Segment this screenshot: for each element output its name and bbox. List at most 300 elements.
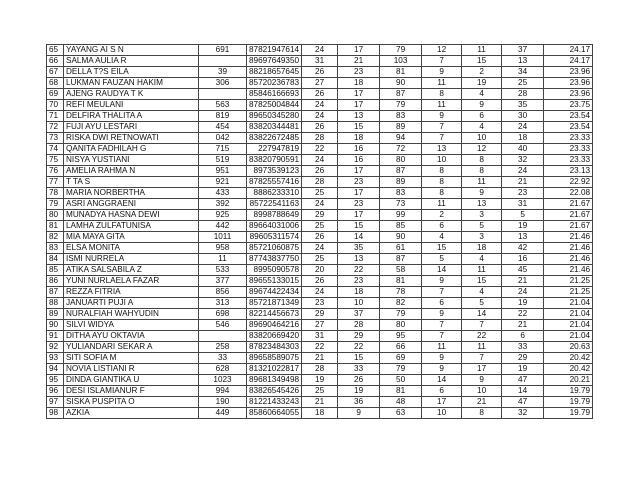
phone-number-cell: 89658589075 <box>247 353 302 364</box>
score-4-cell: 9 <box>422 276 462 287</box>
score-2-cell: 15 <box>338 221 380 232</box>
score-3-cell: 79 <box>380 100 422 111</box>
student-name-cell: YULIANDARI SEKAR A <box>64 342 199 353</box>
student-code-cell: 563 <box>199 100 247 111</box>
student-name-cell: QANITA FADHILAH G <box>64 144 199 155</box>
student-code-cell: 519 <box>199 155 247 166</box>
score-2-cell: 28 <box>338 320 380 331</box>
table-row <box>47 276 593 287</box>
score-2-cell: 15 <box>338 122 380 133</box>
student-name-cell: ISMI NURRELA <box>64 254 199 265</box>
average-score-cell: 23.33 <box>544 133 593 144</box>
average-score-cell: 22.08 <box>544 188 593 199</box>
row-number-cell: 86 <box>47 276 64 287</box>
average-score-cell: 23.96 <box>544 67 593 78</box>
phone-number-cell: 89664031006 <box>247 221 302 232</box>
score-2-cell: 37 <box>338 309 380 320</box>
score-4-cell: 13 <box>422 144 462 155</box>
score-2-cell: 26 <box>338 375 380 386</box>
phone-number-cell: 8998788649 <box>247 210 302 221</box>
phone-number-cell: 88218657645 <box>247 67 302 78</box>
phone-number-cell: 87825557416 <box>247 177 302 188</box>
student-code-cell: 313 <box>199 298 247 309</box>
average-score-cell: 23.75 <box>544 100 593 111</box>
score-4-cell: 7 <box>422 133 462 144</box>
table-row <box>47 331 593 342</box>
row-number-cell: 89 <box>47 309 64 320</box>
student-name-cell: NISYA YUSTIANI <box>64 155 199 166</box>
table-row <box>47 298 593 309</box>
score-3-cell: 63 <box>380 408 422 419</box>
score-1-cell: 27 <box>302 320 338 331</box>
score-2-cell: 35 <box>338 243 380 254</box>
student-name-cell: ASRI ANGGRAENI <box>64 199 199 210</box>
score-2-cell: 16 <box>338 155 380 166</box>
table-row <box>47 397 593 408</box>
score-5-cell: 18 <box>462 243 502 254</box>
score-5-cell: 5 <box>462 298 502 309</box>
student-code-cell: 951 <box>199 166 247 177</box>
table-row <box>47 166 593 177</box>
phone-number-cell: 83820790591 <box>247 155 302 166</box>
score-1-cell: 20 <box>302 265 338 276</box>
row-number-cell: 88 <box>47 298 64 309</box>
table-row <box>47 155 593 166</box>
score-3-cell: 58 <box>380 265 422 276</box>
score-3-cell: 79 <box>380 45 422 56</box>
average-score-cell: 20.42 <box>544 353 593 364</box>
score-2-cell: 16 <box>338 144 380 155</box>
score-3-cell: 73 <box>380 199 422 210</box>
score-4-cell: 7 <box>422 56 462 67</box>
row-number-cell: 83 <box>47 243 64 254</box>
student-code-cell <box>199 56 247 67</box>
score-2-cell: 23 <box>338 177 380 188</box>
average-score-cell: 19.79 <box>544 397 593 408</box>
table-row <box>47 56 593 67</box>
score-5-cell: 8 <box>462 408 502 419</box>
student-code-cell: 11 <box>199 254 247 265</box>
row-number-cell: 81 <box>47 221 64 232</box>
student-code-cell: 306 <box>199 78 247 89</box>
student-name-cell: NOVIA LISTIANI R <box>64 364 199 375</box>
score-1-cell: 26 <box>302 89 338 100</box>
row-number-cell: 66 <box>47 56 64 67</box>
row-number-cell: 98 <box>47 408 64 419</box>
phone-number-cell: 87825004844 <box>247 100 302 111</box>
score-3-cell: 83 <box>380 188 422 199</box>
score-2-cell: 17 <box>338 210 380 221</box>
score-3-cell: 94 <box>380 133 422 144</box>
row-number-cell: 84 <box>47 254 64 265</box>
score-6-cell: 47 <box>502 375 544 386</box>
average-score-cell: 21.04 <box>544 331 593 342</box>
row-number-cell: 65 <box>47 45 64 56</box>
phone-number-cell: 8973539123 <box>247 166 302 177</box>
score-6-cell: 19 <box>502 364 544 375</box>
average-score-cell: 23.13 <box>544 166 593 177</box>
score-5-cell: 9 <box>462 100 502 111</box>
student-name-cell: SALMA AULIA R <box>64 56 199 67</box>
score-6-cell: 24 <box>502 166 544 177</box>
score-5-cell: 14 <box>462 309 502 320</box>
student-name-cell: ATIKA SALSABILA Z <box>64 265 199 276</box>
score-2-cell: 17 <box>338 45 380 56</box>
student-code-cell: 958 <box>199 243 247 254</box>
score-4-cell: 2 <box>422 210 462 221</box>
score-6-cell: 47 <box>502 397 544 408</box>
phone-number-cell: 8886233310 <box>247 188 302 199</box>
score-6-cell: 30 <box>502 111 544 122</box>
student-code-cell: 546 <box>199 320 247 331</box>
average-score-cell: 20.21 <box>544 375 593 386</box>
score-5-cell: 5 <box>462 221 502 232</box>
score-1-cell: 24 <box>302 287 338 298</box>
student-name-cell: DELFIRA THALITA A <box>64 111 199 122</box>
score-2-cell: 23 <box>338 199 380 210</box>
score-3-cell: 87 <box>380 254 422 265</box>
score-4-cell: 4 <box>422 232 462 243</box>
table-row <box>47 254 593 265</box>
score-5-cell: 10 <box>462 386 502 397</box>
score-3-cell: 81 <box>380 276 422 287</box>
score-3-cell: 80 <box>380 320 422 331</box>
score-2-cell: 17 <box>338 166 380 177</box>
table-row <box>47 100 593 111</box>
score-5-cell: 4 <box>462 122 502 133</box>
score-4-cell: 9 <box>422 67 462 78</box>
average-score-cell: 19.79 <box>544 386 593 397</box>
score-3-cell: 95 <box>380 331 422 342</box>
score-4-cell: 5 <box>422 254 462 265</box>
average-score-cell: 21.04 <box>544 309 593 320</box>
student-name-cell: JANUARTI PUJI A <box>64 298 199 309</box>
score-5-cell: 11 <box>462 265 502 276</box>
score-5-cell: 9 <box>462 375 502 386</box>
phone-number-cell: 89655133015 <box>247 276 302 287</box>
student-code-cell: 994 <box>199 386 247 397</box>
score-6-cell: 24 <box>502 287 544 298</box>
student-code-cell: 1023 <box>199 375 247 386</box>
average-score-cell: 23.96 <box>544 78 593 89</box>
row-number-cell: 96 <box>47 386 64 397</box>
score-2-cell: 14 <box>338 232 380 243</box>
score-1-cell: 24 <box>302 100 338 111</box>
score-5-cell: 11 <box>462 177 502 188</box>
score-1-cell: 21 <box>302 353 338 364</box>
phone-number-cell: 83820344481 <box>247 122 302 133</box>
score-2-cell: 36 <box>338 397 380 408</box>
student-code-cell: 856 <box>199 287 247 298</box>
score-3-cell: 79 <box>380 309 422 320</box>
student-name-cell: DINDA GIANTIKA U <box>64 375 199 386</box>
score-4-cell: 8 <box>422 89 462 100</box>
score-3-cell: 87 <box>380 89 422 100</box>
score-5-cell: 21 <box>462 397 502 408</box>
student-name-cell: YUNI NURLAELA FAZAR <box>64 276 199 287</box>
phone-number-cell: 85722541163 <box>247 199 302 210</box>
score-1-cell: 26 <box>302 122 338 133</box>
student-name-cell: MUNADYA HASNA DEWI <box>64 210 199 221</box>
score-2-cell: 17 <box>338 188 380 199</box>
student-code-cell: 691 <box>199 45 247 56</box>
table-row <box>47 309 593 320</box>
table-row <box>47 353 593 364</box>
row-number-cell: 94 <box>47 364 64 375</box>
score-1-cell: 21 <box>302 397 338 408</box>
score-1-cell: 24 <box>302 199 338 210</box>
score-5-cell: 12 <box>462 144 502 155</box>
score-5-cell: 17 <box>462 364 502 375</box>
score-5-cell: 10 <box>462 133 502 144</box>
score-3-cell: 72 <box>380 144 422 155</box>
table-row <box>47 265 593 276</box>
score-2-cell: 22 <box>338 265 380 276</box>
student-name-cell: NURALFIAH WAHYUDIN <box>64 309 199 320</box>
average-score-cell: 20.42 <box>544 364 593 375</box>
score-6-cell: 24 <box>502 122 544 133</box>
score-3-cell: 85 <box>380 221 422 232</box>
student-name-cell: T TA S <box>64 177 199 188</box>
score-1-cell: 26 <box>302 67 338 78</box>
student-name-cell: AZKIA <box>64 408 199 419</box>
table-row <box>47 78 593 89</box>
student-code-cell <box>199 89 247 100</box>
student-code-cell: 925 <box>199 210 247 221</box>
score-4-cell: 7 <box>422 122 462 133</box>
phone-number-cell: 85846166693 <box>247 89 302 100</box>
student-name-cell: YAYANG AI S N <box>64 45 199 56</box>
row-number-cell: 93 <box>47 353 64 364</box>
average-score-cell: 21.25 <box>544 276 593 287</box>
score-1-cell: 24 <box>302 155 338 166</box>
score-1-cell: 24 <box>302 243 338 254</box>
student-code-cell: 819 <box>199 111 247 122</box>
score-6-cell: 18 <box>502 133 544 144</box>
average-score-cell: 21.46 <box>544 265 593 276</box>
score-2-cell: 23 <box>338 67 380 78</box>
score-1-cell: 22 <box>302 144 338 155</box>
score-2-cell: 18 <box>338 133 380 144</box>
phone-number-cell: 85720236783 <box>247 78 302 89</box>
row-number-cell: 82 <box>47 232 64 243</box>
score-6-cell: 16 <box>502 254 544 265</box>
average-score-cell: 21.46 <box>544 243 593 254</box>
score-3-cell: 69 <box>380 353 422 364</box>
score-1-cell: 25 <box>302 386 338 397</box>
score-5-cell: 8 <box>462 155 502 166</box>
phone-number-cell: 227947819 <box>247 144 302 155</box>
phone-number-cell: 89690464216 <box>247 320 302 331</box>
student-code-cell: 377 <box>199 276 247 287</box>
table-body <box>47 45 593 419</box>
score-4-cell: 6 <box>422 298 462 309</box>
score-1-cell: 25 <box>302 188 338 199</box>
score-1-cell: 19 <box>302 375 338 386</box>
table-row <box>47 122 593 133</box>
row-number-cell: 91 <box>47 331 64 342</box>
score-4-cell: 7 <box>422 287 462 298</box>
table-row <box>47 111 593 122</box>
table-row <box>47 199 593 210</box>
score-3-cell: 78 <box>380 287 422 298</box>
student-code-cell: 258 <box>199 342 247 353</box>
student-code-cell: 33 <box>199 353 247 364</box>
phone-number-cell: 87823484303 <box>247 342 302 353</box>
table-row <box>47 386 593 397</box>
score-4-cell: 10 <box>422 408 462 419</box>
score-5-cell: 11 <box>462 45 502 56</box>
student-code-cell <box>199 331 247 342</box>
score-5-cell: 19 <box>462 78 502 89</box>
phone-number-cell: 87821947614 <box>247 45 302 56</box>
score-1-cell: 25 <box>302 254 338 265</box>
average-score-cell: 21.67 <box>544 199 593 210</box>
table-row <box>47 45 593 56</box>
score-4-cell: 9 <box>422 111 462 122</box>
score-2-cell: 33 <box>338 364 380 375</box>
score-1-cell: 24 <box>302 45 338 56</box>
phone-number-cell: 89681349498 <box>247 375 302 386</box>
average-score-cell: 21.67 <box>544 210 593 221</box>
student-name-cell: DITHA AYU OKTAVIA <box>64 331 199 342</box>
average-score-cell: 20.63 <box>544 342 593 353</box>
score-4-cell: 11 <box>422 78 462 89</box>
score-2-cell: 23 <box>338 276 380 287</box>
student-name-cell: REFI MEULANI <box>64 100 199 111</box>
score-1-cell: 26 <box>302 276 338 287</box>
score-3-cell: 89 <box>380 177 422 188</box>
row-number-cell: 77 <box>47 177 64 188</box>
table-row <box>47 408 593 419</box>
score-4-cell: 9 <box>422 353 462 364</box>
student-name-cell: DESI ISLAMIANUR F <box>64 386 199 397</box>
score-6-cell: 37 <box>502 45 544 56</box>
score-5-cell: 4 <box>462 254 502 265</box>
score-5-cell: 3 <box>462 232 502 243</box>
table-row <box>47 375 593 386</box>
score-4-cell: 11 <box>422 199 462 210</box>
score-6-cell: 19 <box>502 298 544 309</box>
student-name-cell: AJENG RAUDYA T K <box>64 89 199 100</box>
table-row <box>47 320 593 331</box>
score-1-cell: 22 <box>302 342 338 353</box>
row-number-cell: 76 <box>47 166 64 177</box>
average-score-cell: 23.54 <box>544 122 593 133</box>
score-3-cell: 99 <box>380 210 422 221</box>
score-2-cell: 29 <box>338 331 380 342</box>
score-6-cell: 5 <box>502 210 544 221</box>
score-4-cell: 6 <box>422 386 462 397</box>
phone-number-cell: 89650345280 <box>247 111 302 122</box>
student-code-cell: 449 <box>199 408 247 419</box>
average-score-cell: 21.04 <box>544 320 593 331</box>
student-name-cell: DELLA T?S EILA <box>64 67 199 78</box>
phone-number-cell: 89605311574 <box>247 232 302 243</box>
average-score-cell: 23.54 <box>544 111 593 122</box>
average-score-cell: 21.67 <box>544 221 593 232</box>
score-4-cell: 6 <box>422 221 462 232</box>
score-1-cell: 28 <box>302 133 338 144</box>
student-code-cell: 1011 <box>199 232 247 243</box>
student-name-cell: SISKA PUSPITA O <box>64 397 199 408</box>
score-1-cell: 31 <box>302 331 338 342</box>
score-3-cell: 79 <box>380 364 422 375</box>
score-1-cell: 18 <box>302 408 338 419</box>
table-row <box>47 177 593 188</box>
score-6-cell: 42 <box>502 243 544 254</box>
score-4-cell: 11 <box>422 100 462 111</box>
score-5-cell: 13 <box>462 199 502 210</box>
score-6-cell: 28 <box>502 89 544 100</box>
table-row <box>47 133 593 144</box>
score-6-cell: 25 <box>502 78 544 89</box>
student-code-cell: 454 <box>199 122 247 133</box>
row-number-cell: 70 <box>47 100 64 111</box>
score-3-cell: 66 <box>380 342 422 353</box>
average-score-cell: 24.17 <box>544 45 593 56</box>
row-number-cell: 72 <box>47 122 64 133</box>
score-3-cell: 80 <box>380 155 422 166</box>
score-5-cell: 3 <box>462 210 502 221</box>
phone-number-cell: 8995090578 <box>247 265 302 276</box>
student-name-cell: REZZA FITRIA <box>64 287 199 298</box>
score-4-cell: 10 <box>422 155 462 166</box>
score-3-cell: 81 <box>380 67 422 78</box>
score-4-cell: 9 <box>422 364 462 375</box>
table-row <box>47 342 593 353</box>
score-4-cell: 9 <box>422 309 462 320</box>
phone-number-cell: 85721871349 <box>247 298 302 309</box>
score-6-cell: 23 <box>502 188 544 199</box>
student-code-cell: 042 <box>199 133 247 144</box>
score-6-cell: 29 <box>502 353 544 364</box>
score-3-cell: 48 <box>380 397 422 408</box>
table-row <box>47 89 593 100</box>
average-score-cell: 23.96 <box>544 89 593 100</box>
row-number-cell: 69 <box>47 89 64 100</box>
score-2-cell: 9 <box>338 408 380 419</box>
student-name-cell: MARIA NORBERTHA <box>64 188 199 199</box>
row-number-cell: 71 <box>47 111 64 122</box>
score-6-cell: 45 <box>502 265 544 276</box>
score-6-cell: 21 <box>502 320 544 331</box>
student-score-table <box>46 44 593 419</box>
score-2-cell: 18 <box>338 287 380 298</box>
average-score-cell: 22.92 <box>544 177 593 188</box>
student-code-cell: 433 <box>199 188 247 199</box>
row-number-cell: 87 <box>47 287 64 298</box>
score-6-cell: 40 <box>502 144 544 155</box>
score-6-cell: 34 <box>502 67 544 78</box>
average-score-cell: 21.46 <box>544 254 593 265</box>
score-5-cell: 7 <box>462 320 502 331</box>
row-number-cell: 90 <box>47 320 64 331</box>
score-2-cell: 15 <box>338 353 380 364</box>
score-5-cell: 8 <box>462 166 502 177</box>
score-4-cell: 7 <box>422 331 462 342</box>
score-3-cell: 82 <box>380 298 422 309</box>
score-1-cell: 25 <box>302 221 338 232</box>
score-2-cell: 17 <box>338 89 380 100</box>
score-3-cell: 103 <box>380 56 422 67</box>
score-2-cell: 10 <box>338 298 380 309</box>
average-score-cell: 23.33 <box>544 155 593 166</box>
score-5-cell: 22 <box>462 331 502 342</box>
score-4-cell: 8 <box>422 166 462 177</box>
table-row <box>47 188 593 199</box>
score-2-cell: 21 <box>338 56 380 67</box>
